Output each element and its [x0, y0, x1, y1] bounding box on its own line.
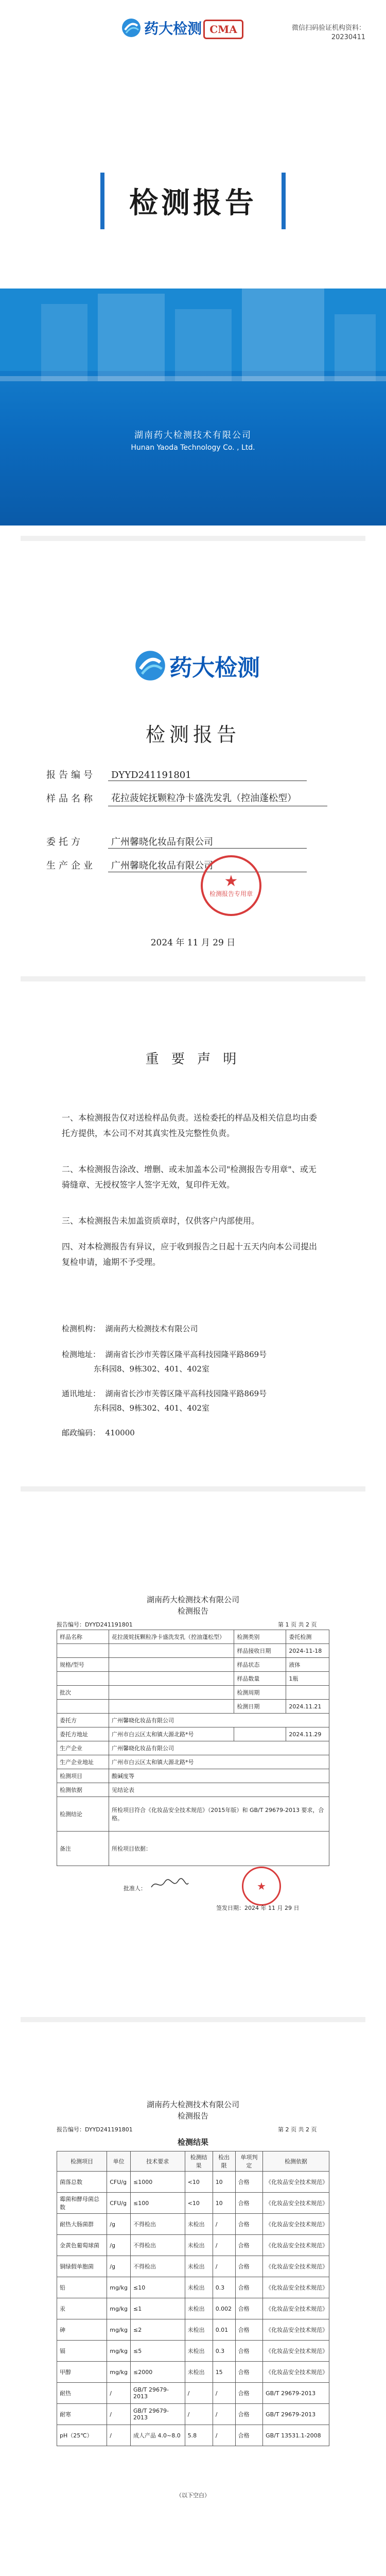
table-cell	[57, 1644, 109, 1658]
cover-company-en: Hunan Yaoda Technology Co. , Ltd.	[131, 444, 255, 452]
table-cell: 所检项目符合《化妆品安全技术规范》（2015年版）和 GB/T 29679-2013 要求，合格。	[109, 1797, 329, 1832]
table-cell: 广州市白云区太和镇大源北路*号	[109, 1727, 234, 1741]
table-row	[57, 1783, 329, 1797]
table-header-cell: 技术要求	[131, 2151, 185, 2172]
table-cell: 批次	[57, 1686, 109, 1700]
table-cell: 备注	[57, 1832, 109, 1866]
table-cell: 检测结论	[57, 1797, 109, 1832]
table-cell	[57, 1672, 109, 1686]
table2-org: 湖南药大检测技术有限公司	[146, 2100, 239, 2109]
table-cell: 成人产品 4.0~8.0	[131, 2425, 185, 2446]
statement-page	[0, 987, 386, 1481]
report-stamp: ★ 检测报告专用章	[201, 855, 261, 916]
table-cell: 合格	[235, 2383, 263, 2404]
cover-logo-text: 药大检测	[144, 20, 202, 37]
table1	[57, 1630, 329, 1866]
table-cell: ≤5	[131, 2341, 185, 2362]
cover-corner-info	[292, 24, 365, 42]
table-cell: /g	[107, 2214, 131, 2235]
table-cell: <10	[185, 2172, 213, 2193]
table-cell	[109, 1700, 234, 1714]
table-row	[57, 1658, 329, 1672]
table1-meta-left: 报告编号：DYYD241191801	[57, 1621, 133, 1628]
table1-sign-label: 批准人：	[124, 1885, 146, 1892]
table-row	[57, 2277, 329, 2298]
table-cell: 生产企业	[57, 1741, 109, 1755]
table-cell: 检测日期	[234, 1700, 286, 1714]
table2	[57, 2151, 329, 2446]
table-cell: 10	[213, 2172, 235, 2193]
signature-icon	[149, 1877, 190, 1892]
table2-end-note: （以下空白）	[176, 2492, 210, 2499]
table-cell: GB/T 29679-2013	[263, 2383, 329, 2404]
info-row-client: 委托方 广州馨晓化妆品有限公司	[46, 835, 307, 849]
table-cell: 未检出	[185, 2341, 213, 2362]
table-cell: 汞	[57, 2298, 107, 2319]
cover-title-text: 检测报告	[129, 187, 257, 220]
table-cell: 合格	[235, 2425, 263, 2446]
contact-line: 东科园8、9栋302、401、402室	[62, 1403, 209, 1413]
divider	[21, 2017, 365, 2022]
info-row-report-no: 报告编号 DYYD241191801	[46, 768, 307, 781]
table-cell: 合格	[235, 2298, 263, 2319]
table-cell: 合格	[235, 2404, 263, 2425]
contact-line: 检测机构： 湖南药大检测技术有限公司	[62, 1324, 198, 1333]
table-cell: mg/kg	[107, 2298, 131, 2319]
table-cell: 耐寒	[57, 2404, 107, 2425]
cover-company-block	[0, 428, 386, 452]
table-cell: 合格	[235, 2362, 263, 2383]
table-row	[57, 1797, 329, 1832]
table-cell: 合格	[235, 2193, 263, 2214]
table-cell: 《化妆品安全技术规范》	[263, 2362, 329, 2383]
table-cell: 未检出	[185, 2298, 213, 2319]
table-cell: 生产企业地址	[57, 1755, 109, 1769]
table-row	[57, 1644, 329, 1658]
info-row-sample-name: 样品名称 花拉菠姹抚颗粒净卡盛洗发乳（控油蓬松型）	[46, 791, 327, 806]
table-cell: 不得检出	[131, 2235, 185, 2256]
table1-stamp: ★	[242, 1867, 281, 1906]
table-cell: mg/kg	[107, 2362, 131, 2383]
table-row	[57, 2193, 329, 2214]
stamp-text: 检测报告专用章	[209, 890, 253, 897]
table-cell: 未检出	[185, 2214, 213, 2235]
table-cell: 菌落总数	[57, 2172, 107, 2193]
table-page-1	[0, 1497, 386, 2012]
table-row	[57, 2214, 329, 2235]
logo-icon	[134, 649, 167, 682]
table-cell: ≤10	[131, 2277, 185, 2298]
table-cell: 0.3	[213, 2341, 235, 2362]
table-row	[57, 2256, 329, 2277]
corner-line-1: 微信扫码验证机构资料：	[291, 24, 365, 32]
table-cell: 样品状态	[234, 1658, 286, 1672]
divider	[21, 1486, 365, 1492]
table-header-cell: 检出限	[213, 2151, 235, 2172]
table-cell: 未检出	[185, 2319, 213, 2341]
table-cell: GB/T 29679-2013	[263, 2404, 329, 2425]
contact-line: 东科园8、9栋302、401、402室	[62, 1364, 209, 1374]
table-cell: 甲醇	[57, 2362, 107, 2383]
table-row	[57, 1727, 329, 1741]
table-cell: 广州馨晓化妆品有限公司	[109, 1714, 329, 1727]
table-cell: 15	[213, 2362, 235, 2383]
table1-org: 湖南药大检测技术有限公司	[146, 1595, 239, 1604]
table-cell: /	[213, 2383, 235, 2404]
table-cell: ≤1	[131, 2298, 185, 2319]
table-cell: 《化妆品安全技术规范》	[263, 2235, 329, 2256]
statement-paragraph-4: 四、对本检测报告有异议，应于收到报告之日起十五天内向本公司提出复检申请，逾期不予受理。	[62, 1242, 318, 1267]
table-cell: 2024-11-18	[286, 1644, 329, 1658]
cma-mark: CMA	[203, 20, 243, 39]
table-cell: 委托方	[57, 1714, 109, 1727]
table-cell: /g	[107, 2235, 131, 2256]
table-cell: 5.8	[185, 2425, 213, 2446]
table-cell: 花拉菠姹抚颗粒净卡盛洗发乳（控油蓬松型）	[109, 1630, 234, 1644]
table-cell: 未检出	[185, 2362, 213, 2383]
table-cell	[57, 1700, 109, 1714]
table-row	[57, 2298, 329, 2319]
table-cell: /	[213, 2235, 235, 2256]
table-cell: 耐热大肠菌群	[57, 2214, 107, 2235]
table-cell: 所检项目依据：	[109, 1832, 329, 1866]
table-row	[57, 1672, 329, 1686]
table1-doc: 检测报告	[177, 1606, 208, 1616]
table-cell: 液体	[286, 1658, 329, 1672]
table-row	[57, 1741, 329, 1755]
table-row	[57, 2341, 329, 2362]
statement-paragraph-3: 三、本检测报告未加盖资质章时，仅供客户内部使用。	[62, 1216, 260, 1226]
table1-meta-right: 第 1 页 共 2 页	[278, 1621, 317, 1628]
statement-title: 重 要 声 明	[145, 1052, 241, 1067]
table-header-cell: 检测结果	[185, 2151, 213, 2172]
cover-page	[0, 0, 386, 526]
table-row	[57, 2235, 329, 2256]
table-cell: GB/T 13531.1-2008	[263, 2425, 329, 2446]
table-cell: /	[185, 2404, 213, 2425]
table-cell: 合格	[235, 2172, 263, 2193]
table-cell: 《化妆品安全技术规范》	[263, 2214, 329, 2235]
table-cell: /	[185, 2383, 213, 2404]
table-cell: 样品名称	[57, 1630, 109, 1644]
table-cell: 合格	[235, 2256, 263, 2277]
table-cell: 合格	[235, 2319, 263, 2341]
table-cell	[286, 1686, 329, 1700]
table-cell: /	[107, 2383, 131, 2404]
table-cell: ≤2	[131, 2319, 185, 2341]
table-cell	[109, 1644, 234, 1658]
table-cell: 10	[213, 2193, 235, 2214]
table-cell: 未检出	[185, 2235, 213, 2256]
table-page-2	[0, 2027, 386, 2568]
table1-sign-date: 签发日期：2024 年 11 月 29 日	[216, 1905, 300, 1911]
table-header-cell: 单位	[107, 2151, 131, 2172]
table-row	[57, 1832, 329, 1866]
cover-logo	[121, 18, 202, 38]
table-cell: 砷	[57, 2319, 107, 2341]
table-cell: 霉菌和酵母菌总数	[57, 2193, 107, 2214]
table-cell: 镉	[57, 2341, 107, 2362]
statement-paragraph-1: 一、本检测报告仅对送检样品负责。送检委托的样品及相关信息均由委托方提供，本公司不对其真实性及完整性负责。	[62, 1113, 318, 1138]
table-row	[57, 1686, 329, 1700]
table-cell: 广州市白云区太和镇大源北路*号	[109, 1755, 329, 1769]
table-cell: ≤2000	[131, 2362, 185, 2383]
table-cell: /	[107, 2425, 131, 2446]
table-cell: 不得检出	[131, 2256, 185, 2277]
report-logo-text: 药大检测	[169, 655, 260, 681]
contact-line: 检测地址： 湖南省长沙市芙蓉区隆平高科技园隆平路869号	[62, 1350, 267, 1359]
logo-icon	[121, 18, 142, 38]
table-cell: mg/kg	[107, 2319, 131, 2341]
table-cell: 样品接收日期	[234, 1644, 286, 1658]
table-header-cell: 单项判定	[235, 2151, 263, 2172]
statement-paragraph-2: 二、本检测报告涂改、增删、或未加盖本公司"检测报告专用章"、或无骑缝章、无授权签字人签字无效，复印件无效。	[62, 1164, 317, 1190]
table-cell: /	[213, 2214, 235, 2235]
table-cell: 委托方地址	[57, 1727, 109, 1741]
table-cell: CFU/g	[107, 2172, 131, 2193]
table-cell: CFU/g	[107, 2193, 131, 2214]
table-row	[57, 2383, 329, 2404]
table-cell: 《化妆品安全技术规范》	[263, 2193, 329, 2214]
table-cell: 合格	[235, 2277, 263, 2298]
cover-band	[0, 289, 386, 526]
table-cell: 《化妆品安全技术规范》	[263, 2341, 329, 2362]
table-cell: 见结论表	[109, 1783, 329, 1797]
table-cell: 《化妆品安全技术规范》	[263, 2298, 329, 2319]
table-cell: 未检出	[185, 2277, 213, 2298]
corner-line-2: 20230411	[331, 33, 365, 41]
table-row	[57, 2319, 329, 2341]
table-cell: 规格/型号	[57, 1658, 109, 1672]
table-cell: ≤1000	[131, 2172, 185, 2193]
table-cell	[109, 1686, 234, 1700]
table-header-cell: 检测项目	[57, 2151, 107, 2172]
table-header-cell: 检测依据	[263, 2151, 329, 2172]
table2-meta-left: 报告编号：DYYD241191801	[57, 2126, 133, 2133]
table-cell	[234, 1727, 286, 1741]
table-cell: /	[213, 2425, 235, 2446]
table2-section-title: 检测结果	[177, 2138, 208, 2147]
table-cell: 《化妆品安全技术规范》	[263, 2172, 329, 2193]
table-row	[57, 2362, 329, 2383]
table-cell: 铜绿假单胞菌	[57, 2256, 107, 2277]
table-cell: /	[213, 2404, 235, 2425]
cover-title	[100, 173, 286, 229]
table-cell: 《化妆品安全技术规范》	[263, 2256, 329, 2277]
table-cell: 合格	[235, 2341, 263, 2362]
table-cell: /	[107, 2404, 131, 2425]
divider	[21, 976, 365, 981]
table-cell: ≤100	[131, 2193, 185, 2214]
table-cell: 金黄色葡萄球菌	[57, 2235, 107, 2256]
contact-line: 通讯地址： 湖南省长沙市芙蓉区隆平高科技园隆平路869号	[62, 1389, 267, 1398]
table-cell	[109, 1672, 234, 1686]
table-cell: mg/kg	[107, 2277, 131, 2298]
table-cell: 0.3	[213, 2277, 235, 2298]
table-cell: 1瓶	[286, 1672, 329, 1686]
divider	[21, 536, 365, 541]
table-cell	[109, 1658, 234, 1672]
table-cell: GB/T 29679-2013	[131, 2404, 185, 2425]
table-cell: 0.01	[213, 2319, 235, 2341]
table-cell: 广州馨晓化妆品有限公司	[109, 1741, 329, 1755]
table-cell: /g	[107, 2256, 131, 2277]
table-cell: 委托检测	[286, 1630, 329, 1644]
table-cell: 2024.11.21	[286, 1700, 329, 1714]
table-cell: 检测类别	[234, 1630, 286, 1644]
table-cell: 耐热	[57, 2383, 107, 2404]
table-row	[57, 2404, 329, 2425]
table-cell: 检测依据	[57, 1783, 109, 1797]
table-cell: 未检出	[185, 2256, 213, 2277]
table-cell: /	[213, 2256, 235, 2277]
table-cell: 检测周期	[234, 1686, 286, 1700]
table-cell: 合格	[235, 2235, 263, 2256]
table-cell: GB/T 29679-2013	[131, 2383, 185, 2404]
contact-line: 邮政编码： 410000	[62, 1428, 135, 1437]
table-cell: 不得检出	[131, 2214, 185, 2235]
info-row-manufacturer: 生产企业 广州馨晓化妆品有限公司	[46, 858, 307, 872]
table-cell: 《化妆品安全技术规范》	[263, 2277, 329, 2298]
table-row	[57, 1700, 329, 1714]
table-row	[57, 1755, 329, 1769]
table-cell: 0.002	[213, 2298, 235, 2319]
table-cell: 铅	[57, 2277, 107, 2298]
table2-doc: 检测报告	[177, 2111, 208, 2121]
report-logo	[134, 649, 260, 682]
table-cell: pH（25℃）	[57, 2425, 107, 2446]
report-title: 检测报告	[145, 723, 240, 746]
building-illustration	[0, 289, 386, 526]
table-cell: 《化妆品安全技术规范》	[263, 2319, 329, 2341]
report-date: 2024 年 11 月 29 日	[150, 938, 236, 948]
report-page	[0, 546, 386, 969]
table-cell: mg/kg	[107, 2341, 131, 2362]
table-row	[57, 2425, 329, 2446]
table-cell: <10	[185, 2193, 213, 2214]
table-cell: 合格	[235, 2214, 263, 2235]
table-cell: 酸碱度等	[109, 1769, 329, 1783]
table-row	[57, 1630, 329, 1644]
table-row	[57, 1714, 329, 1727]
table-cell: 检测项目	[57, 1769, 109, 1783]
table-row	[57, 1769, 329, 1783]
table-cell: 2024.11.29	[286, 1727, 329, 1741]
table-cell: 样品数量	[234, 1672, 286, 1686]
table2-meta-right: 第 2 页 共 2 页	[278, 2126, 317, 2133]
cover-company-cn: 湖南药大检测技术有限公司	[134, 430, 252, 440]
table-row	[57, 2172, 329, 2193]
